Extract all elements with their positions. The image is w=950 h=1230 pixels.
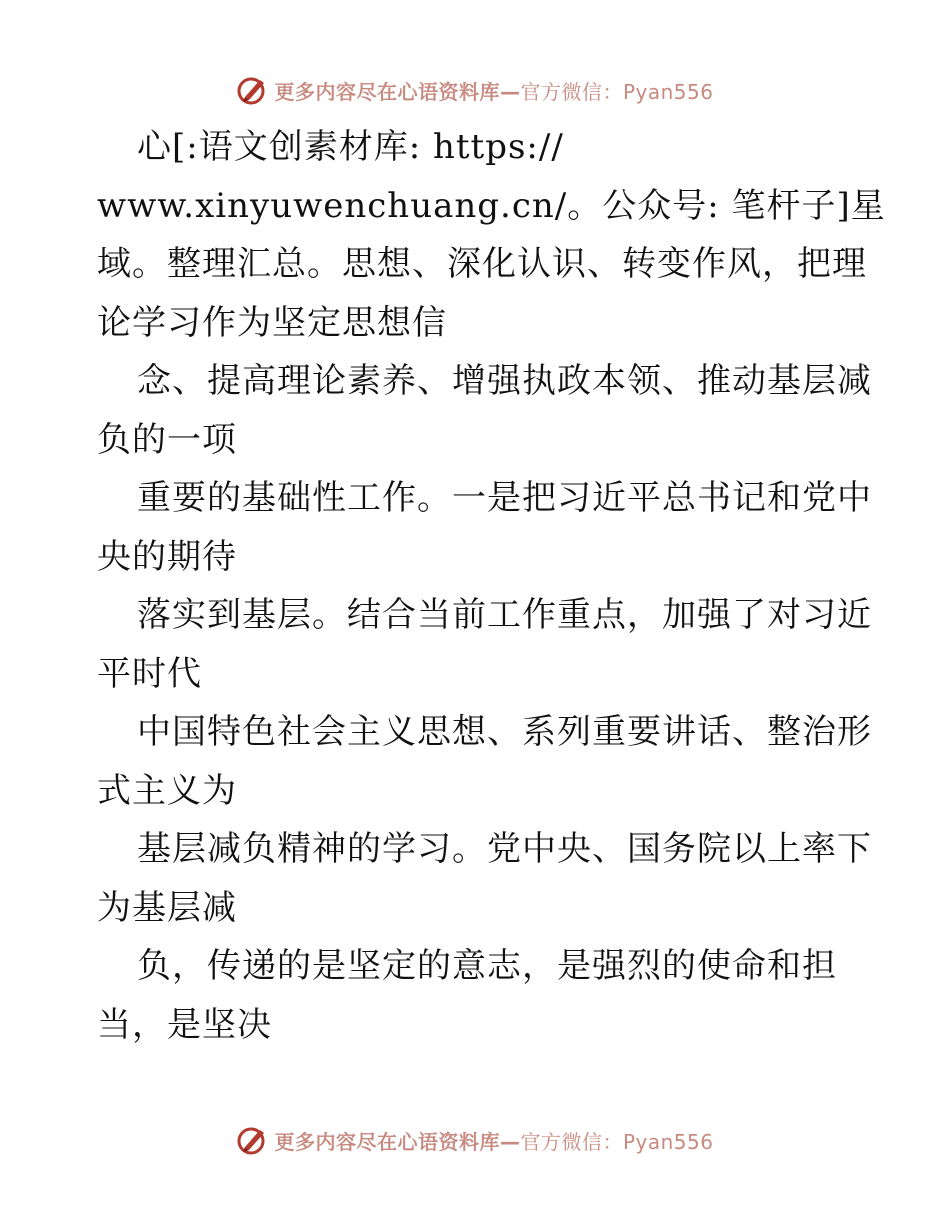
header-text (274, 76, 713, 105)
footer-wechat: 官方微信：Pyan556 (520, 1129, 714, 1154)
document-body (97, 118, 886, 1054)
text-line: 重要的基础性工作。一是把习近平总书记和党中 (137, 478, 872, 518)
text-line: 平时代 (97, 653, 202, 694)
text-line: 心[:语文创素材库: https:// (137, 127, 564, 167)
text-line: www.xinyuwenchuang.cn/。公众号: 笔杆子]星 (97, 185, 886, 226)
text-line: 域。整理汇总。思想、深化认识、转变作风，把理 (97, 244, 867, 284)
text-line: 基层减负精神的学习。党中央、国务院以上率下 (137, 829, 872, 869)
header-banner (0, 70, 950, 110)
pen-logo-icon (236, 73, 270, 107)
footer-brand: 更多内容尽在心语资料库 (274, 1129, 500, 1154)
text-line: 念、提高理论素养、增强执政本领、推动基层减 (137, 361, 872, 401)
pen-logo-icon (236, 1123, 270, 1157)
header-wechat: 官方微信：Pyan556 (520, 79, 714, 104)
text-line: 落实到基层。结合当前工作重点，加强了对习近 (137, 595, 872, 635)
footer-text (274, 1126, 713, 1155)
footer-dash: — (499, 1129, 521, 1154)
text-line: 论学习作为坚定思想信 (97, 302, 447, 343)
header-brand: 更多内容尽在心语资料库 (274, 79, 500, 104)
text-line: 式主义为 (97, 770, 237, 811)
header-dash: — (499, 79, 521, 104)
text-line: 负的一项 (97, 419, 237, 460)
footer-banner (0, 1120, 950, 1160)
text-line: 中国特色社会主义思想、系列重要讲话、整治形 (137, 712, 872, 752)
text-line: 当，是坚决 (97, 1004, 272, 1045)
text-line: 负，传递的是坚定的意志，是强烈的使命和担 (137, 946, 837, 986)
text-line: 为基层减 (97, 887, 237, 928)
text-line: 央的期待 (97, 536, 237, 577)
